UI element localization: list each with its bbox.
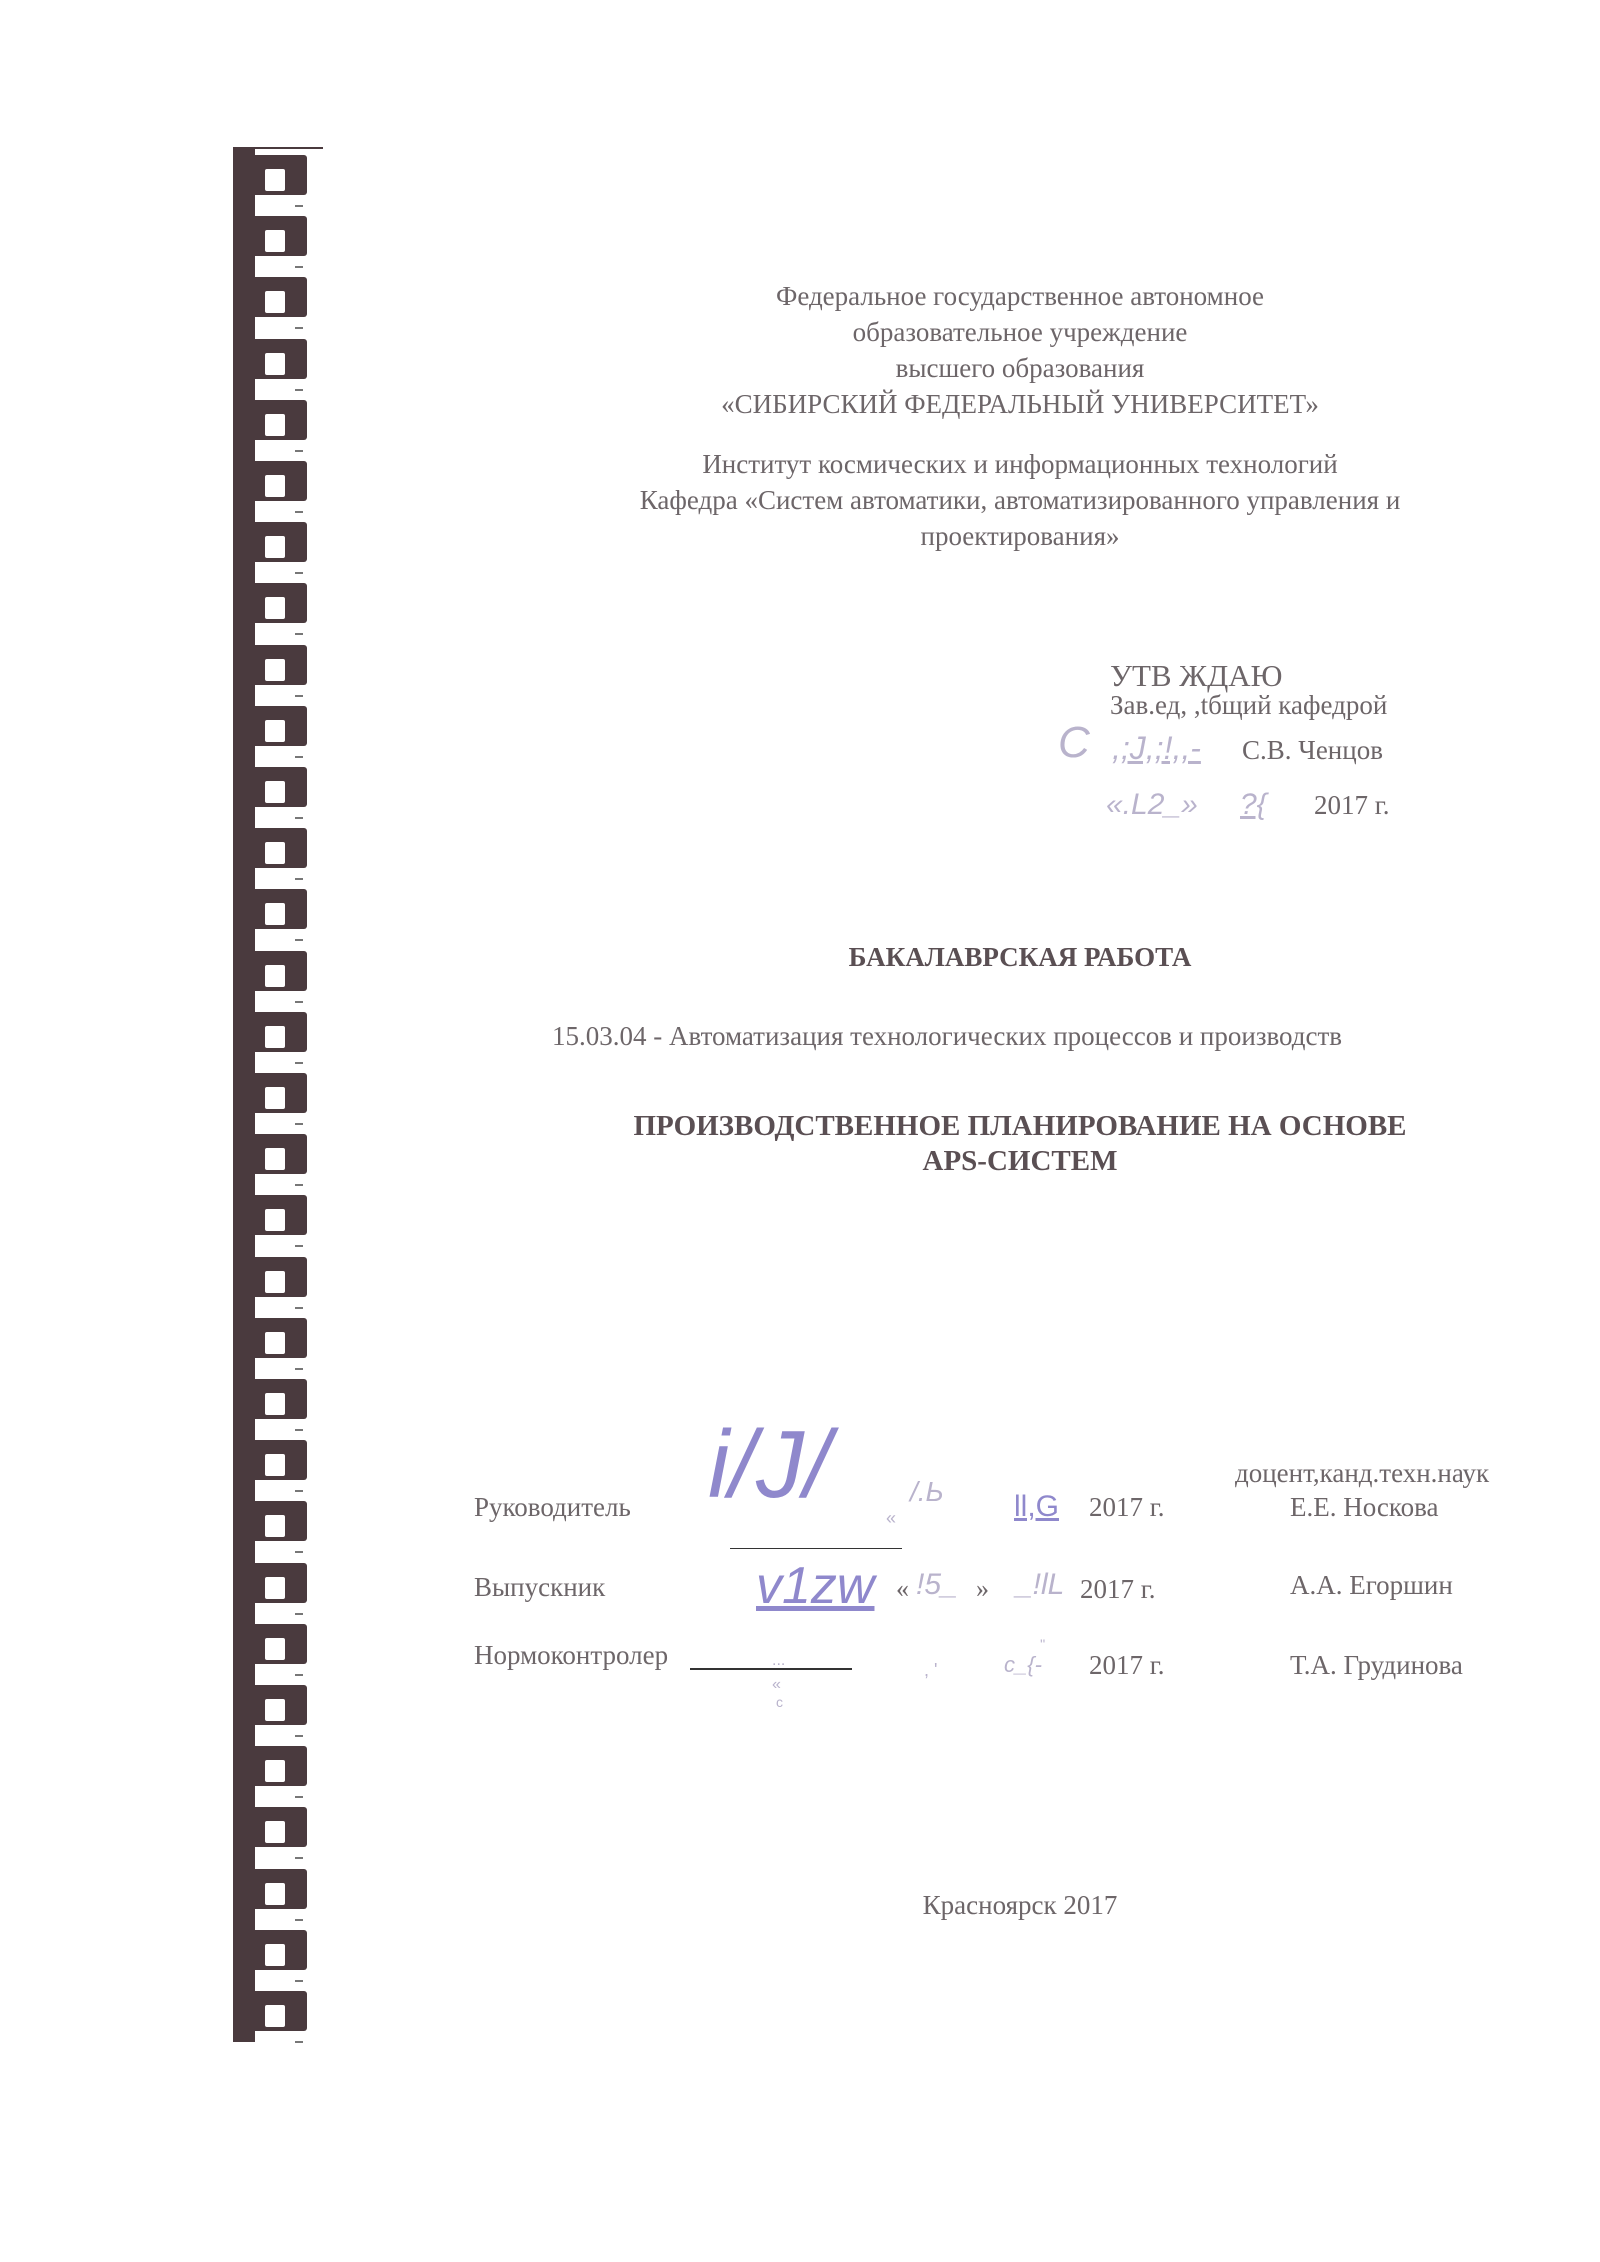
supervisor-date-day: /.Ь [910, 1476, 944, 1507]
binding-hole [265, 1577, 285, 1599]
binding-tick [295, 1429, 303, 1431]
approval-date-month: ?{ [1240, 788, 1267, 821]
graduate-date-day: !5_ [916, 1568, 958, 1601]
binding-hole [265, 1760, 285, 1782]
binding-hole [265, 1393, 285, 1415]
approval-date-year: 2017 г. [1314, 790, 1390, 820]
approval-position: Зав.ед, ,tбщий кафедрой [1110, 690, 1388, 720]
binding-hole [265, 230, 285, 252]
binding-tooth [255, 216, 307, 256]
binding-tooth [255, 1991, 307, 2031]
header-org-line2: образовательное учреждение [852, 317, 1188, 347]
graduate-name: А.А. Егоршин [1290, 1570, 1453, 1600]
binding-tick [295, 878, 303, 880]
normcontrol-role: Нормоконтролер [474, 1640, 669, 1670]
binding-tooth [255, 1073, 307, 1113]
header-org-line3: высшего образования [895, 353, 1145, 383]
binding-tick [295, 1674, 303, 1676]
supervisor-date-month: ll,G [1014, 1490, 1059, 1523]
binding-tooth [255, 1685, 307, 1725]
binding-hole [265, 1209, 285, 1231]
graduate-date-open-quote: « [896, 1574, 909, 1603]
approval-title: УТВ ЖДАЮ [1110, 658, 1283, 693]
normcontrol-name: Т.А. Грудинова [1290, 1650, 1463, 1680]
supervisor-date-quote: « [886, 1508, 897, 1528]
binding-tick [295, 1735, 303, 1737]
document-title-line1: ПРОИЗВОДСТВЕННОЕ ПЛАНИРОВАНИЕ НА ОСНОВЕ [633, 1110, 1407, 1142]
binding-tick [295, 266, 303, 268]
header-department-line1: Кафедра «Систем автоматики, автоматизированного управления и [639, 485, 1401, 515]
normcontrol-date-month-mark: '' [1040, 1636, 1046, 1652]
binding-tooth [255, 645, 307, 685]
binding-tooth [255, 1746, 307, 1786]
binding-tooth [255, 1563, 307, 1603]
binding-tick [295, 1184, 303, 1186]
binding-hole [265, 1271, 285, 1293]
supervisor-signature-line [730, 1548, 902, 1549]
binding-tick [295, 1551, 303, 1553]
binding-hole [265, 597, 285, 619]
binding-hole [265, 1699, 285, 1721]
normcontrol-date-year: 2017 г. [1089, 1650, 1165, 1680]
binding-top-edge [233, 147, 323, 149]
binding-tick [295, 1062, 303, 1064]
graduate-signature: v1zw [756, 1557, 875, 1615]
binding-hole [265, 1026, 285, 1048]
binding-tooth [255, 1318, 307, 1358]
normcontrol-mark-quote: « [772, 1676, 781, 1693]
document-type: БАКАЛАВРСКАЯ РАБОТА [848, 942, 1192, 972]
normcontrol-mark-dots: ... [772, 1652, 786, 1669]
approval-date-day: «.L2_» [1106, 788, 1198, 821]
binding-tick [295, 205, 303, 207]
header-org-line1: Федеральное государственное автономное [775, 281, 1265, 311]
normcontrol-date-month: c_{- [1004, 1652, 1042, 1677]
binding-tick [295, 1245, 303, 1247]
binding-tooth [255, 1440, 307, 1480]
approval-signature-marks: ,;J,;!,,- [1112, 730, 1201, 766]
binding-hole [265, 720, 285, 742]
binding-tick [295, 756, 303, 758]
binding-hole [265, 1944, 285, 1966]
header-university-name: «СИБИРСКИЙ ФЕДЕРАЛЬНЫЙ УНИВЕРСИТЕТ» [721, 389, 1319, 419]
binding-tooth [255, 1501, 307, 1541]
binding-tick [295, 1796, 303, 1798]
binding-hole [265, 169, 285, 191]
binding-tooth [255, 706, 307, 746]
binding-tooth [255, 828, 307, 868]
normcontrol-mark-c: c [776, 1694, 783, 1710]
binding-tick [295, 1307, 303, 1309]
binding-hole [265, 903, 285, 925]
binding-hole [265, 1515, 285, 1537]
header-institute: Институт космических и информационных технологий [702, 449, 1338, 479]
binding-tooth [255, 889, 307, 929]
binding-spine [233, 147, 255, 2042]
binding-hole [265, 2005, 285, 2027]
binding-hole [265, 1821, 285, 1843]
binding-hole [265, 1332, 285, 1354]
binding-tick [295, 1368, 303, 1370]
graduate-date-close-quote: » [976, 1574, 989, 1603]
binding-tick [295, 572, 303, 574]
supervisor-date-year: 2017 г. [1089, 1492, 1165, 1522]
binding-hole [265, 1454, 285, 1476]
binding-comb [233, 147, 323, 2042]
header-department-line2: проектирования» [920, 521, 1120, 551]
supervisor-degree: доцент,канд.техн.наук [1235, 1458, 1490, 1488]
graduate-date-month: _!lL [1016, 1568, 1065, 1601]
binding-tooth [255, 1624, 307, 1664]
binding-tick [295, 1980, 303, 1982]
binding-tooth [255, 1807, 307, 1847]
binding-hole [265, 1087, 285, 1109]
footer-city-year: Красноярск 2017 [922, 1890, 1118, 1920]
binding-tooth [255, 1379, 307, 1419]
binding-tick [295, 2041, 303, 2043]
supervisor-role: Руководитель [474, 1492, 631, 1522]
binding-tooth [255, 767, 307, 807]
binding-tooth [255, 1257, 307, 1297]
supervisor-signature: i/J/ [708, 1411, 831, 1518]
normcontrol-mark-comma: , ' [924, 1660, 938, 1680]
document-title-line2: APS-СИСТЕМ [922, 1145, 1118, 1177]
binding-tooth [255, 583, 307, 623]
binding-tick [295, 1001, 303, 1003]
binding-tick [295, 817, 303, 819]
binding-tooth [255, 1930, 307, 1970]
normcontrol-signature-line [690, 1668, 852, 1670]
binding-tooth [255, 1195, 307, 1235]
binding-hole [265, 1638, 285, 1660]
binding-hole [265, 781, 285, 803]
binding-hole [265, 842, 285, 864]
binding-tick [295, 1857, 303, 1859]
supervisor-name: Е.Е. Носкова [1290, 1492, 1439, 1522]
approval-signature-c: C [1058, 718, 1090, 767]
binding-tick [295, 633, 303, 635]
binding-hole [265, 659, 285, 681]
binding-tick [295, 1613, 303, 1615]
binding-tooth [255, 155, 307, 195]
document-specialty: 15.03.04 - Автоматизация технологических процессов и производств [552, 1021, 1343, 1051]
graduate-role: Выпускник [474, 1572, 606, 1602]
binding-tooth [255, 1012, 307, 1052]
approval-name: С.В. Ченцов [1242, 735, 1383, 765]
binding-tick [295, 1490, 303, 1492]
graduate-date-year: 2017 г. [1080, 1574, 1156, 1604]
binding-tick [295, 695, 303, 697]
